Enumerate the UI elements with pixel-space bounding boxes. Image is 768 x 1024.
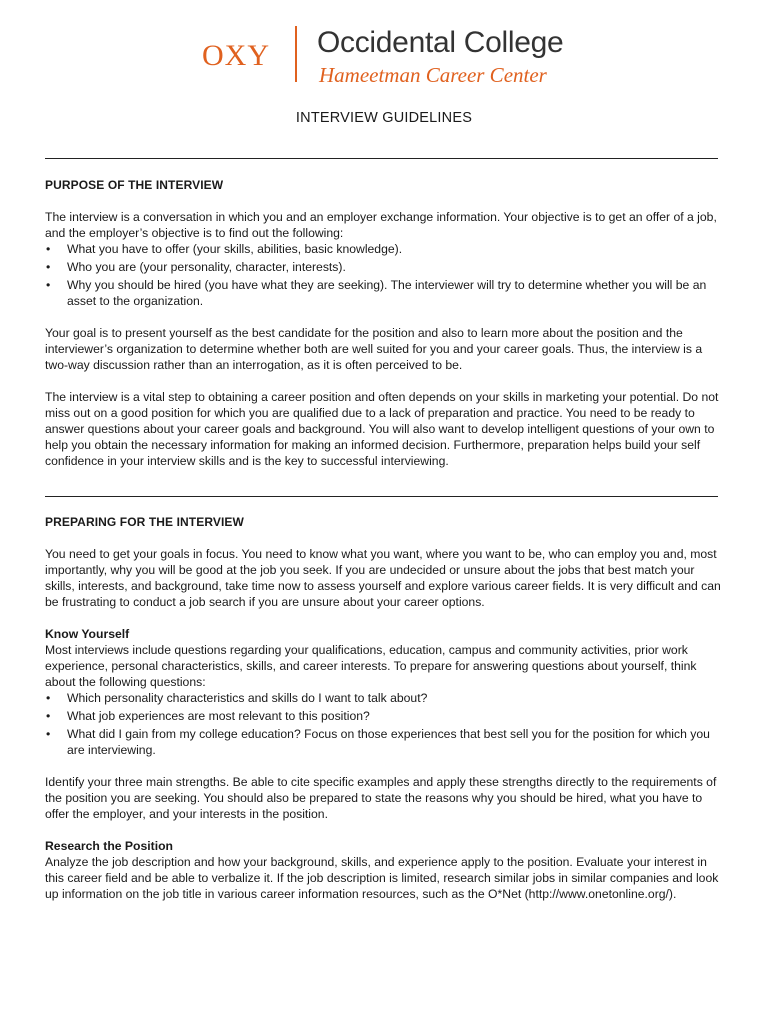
know-yourself-heading: Know Yourself — [45, 627, 130, 641]
bullet-glyph: • — [46, 242, 51, 256]
list-item: • What did I gain from my college education? Focus on those experiences that best sell you for the position for which you are interviewing. — [46, 727, 710, 757]
purpose-bullet-list — [45, 241, 721, 309]
bullet-glyph: • — [46, 278, 51, 292]
know-yourself-text: Most interviews include questions regarding your qualifications, education, campus and community activities, prior work experience, personal characteristics, skills, and career interests. To prepare for answering questions about yourself, think about the following questions: — [45, 643, 697, 689]
purpose-paragraph-goal: Your goal is to present yourself as the best candidate for the position and also to learn more about the position and the interviewer’s organization to determine whether both are well suited for you and your career goals. Thus, the interview is a two-way discussion rather than an interrogation, as it is often perceived to be. — [45, 326, 703, 372]
oxy-wordmark: OXY — [202, 39, 270, 72]
section-divider-top — [45, 158, 718, 159]
bullet-glyph: • — [46, 727, 51, 741]
college-logo — [196, 22, 596, 86]
list-item: • Which personality characteristics and skills do I want to talk about? — [46, 691, 428, 705]
purpose-section — [45, 177, 721, 469]
preparing-intro: You need to get your goals in focus. You need to know what you want, where you want to be, who can employ you and, most importantly, why you will be good at the job you seek. If you are undecided or unsure about the jobs that best match your skills, interests, and background, take time now to assess yourself and explore various career fields. It is very difficult and can be frustrating to conduct a job search if you are unsure about your career options. — [45, 547, 721, 609]
know-yourself-bullet-list — [45, 690, 721, 758]
career-center-name: Hameetman Career Center — [319, 63, 547, 87]
list-item: • Why you should be hired (you have what they are seeking). The interviewer will try to determine whether you will be an asset to the organization. — [46, 278, 707, 308]
logo-divider — [295, 26, 297, 82]
purpose-paragraph-vital-step: The interview is a vital step to obtaining a career position and often depends on your skills in marketing your potential. Do not miss out on a good position for which you are qualified due to a lack of preparation and practice. You need to be ready to answer questions about your career goals and background. You will also want to develop intelligent questions of your own to help you obtain the necessary information for making an informed decision. Furthermore, preparation helps build your self confidence in your interview skills and is the key to successful interviewing. — [45, 390, 719, 468]
research-position-heading: Research the Position — [45, 839, 174, 853]
document-title: INTERVIEW GUIDELINES — [295, 110, 473, 126]
bullet-glyph: • — [46, 691, 51, 705]
bullet-glyph: • — [46, 709, 51, 723]
bullet-glyph: • — [46, 260, 51, 274]
preparing-section — [45, 514, 721, 902]
purpose-intro: The interview is a conversation in which you and an employer exchange information. Your objective is to get an offer of a job, and the employer’s objective is to find out the following: — [45, 210, 717, 240]
purpose-heading: PURPOSE OF THE INTERVIEW — [45, 178, 224, 192]
section-divider-middle — [45, 496, 718, 497]
know-yourself-strengths-paragraph: Identify your three main strengths. Be able to cite specific examples and apply these strengths directly to the requirements of the position you are seeking. You should also be prepared to state the reasons why you should be hired, what you have to offer the employer, and your interests in the position. — [45, 775, 717, 821]
list-item: • What job experiences are most relevant to this position? — [46, 709, 370, 723]
preparing-heading: PREPARING FOR THE INTERVIEW — [45, 515, 244, 529]
research-position-text: Analyze the job description and how your background, skills, and experience apply to the position. Evaluate your interest in this career field and be able to verbalize it. If the job description is limited, research similar jobs in similar companies and look up information on the job title in various career information resources, such as the O*Net (http://www.onetonline.org/). — [45, 855, 719, 901]
college-name: Occidental College — [317, 26, 564, 59]
list-item: • What you have to offer (your skills, abilities, basic knowledge). — [46, 242, 403, 256]
list-item: • Who you are (your personality, character, interests). — [46, 260, 346, 274]
